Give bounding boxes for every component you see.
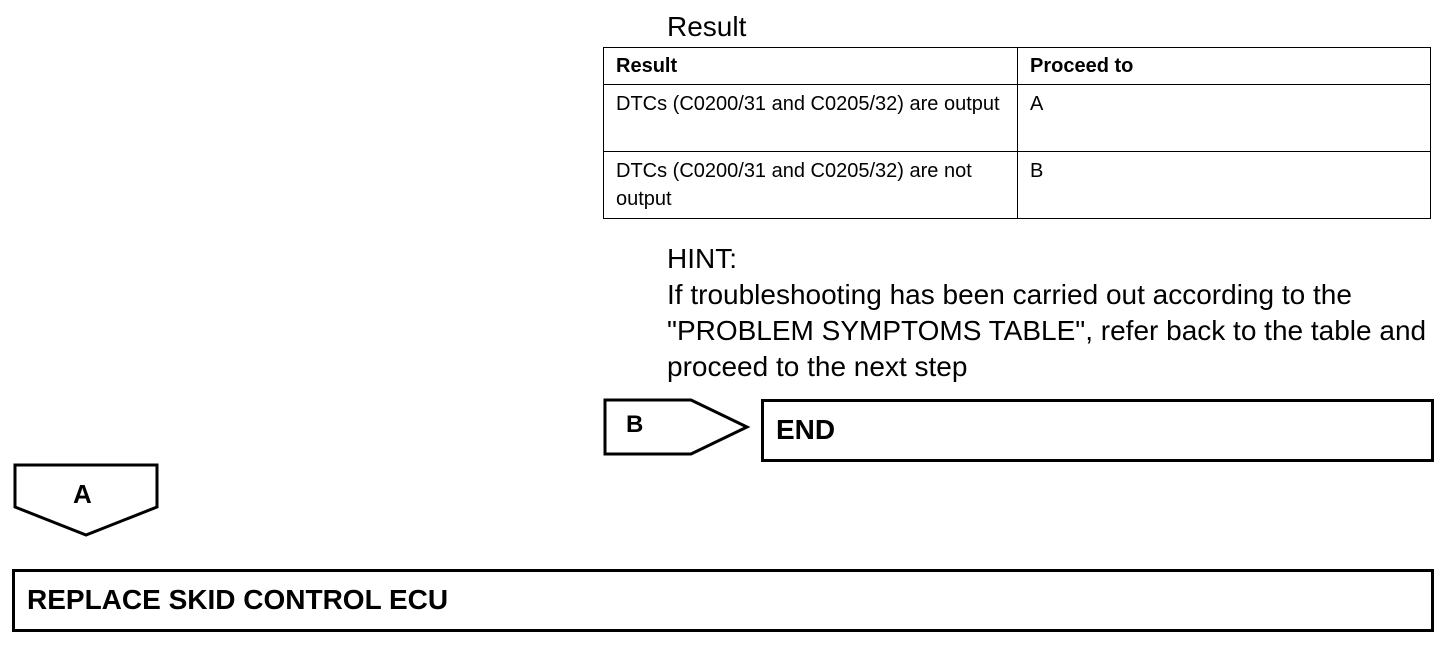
result-cell: DTCs (C0200/31 and C0205/32) are output (604, 85, 1018, 152)
column-header-proceed-to: Proceed to (1018, 48, 1431, 85)
replace-step-label: REPLACE SKID CONTROL ECU (27, 584, 449, 615)
hint-text: If troubleshooting has been carried out according to the "PROBLEM SYMPTOMS TABLE", refer back to the table and proceed to the next step (667, 279, 1427, 382)
proceed-to-cell: B (1018, 152, 1431, 219)
end-box (761, 399, 1434, 462)
proceed-to-cell: A (1018, 85, 1431, 152)
table-row (604, 85, 1431, 152)
hint-label: HINT: (667, 243, 737, 274)
result-table (603, 47, 1431, 219)
branch-a-label: A (73, 479, 92, 509)
column-header-result: Result (604, 48, 1018, 85)
hint-block (667, 241, 1447, 385)
table-header-row (604, 48, 1431, 85)
branch-b-label: B (626, 411, 644, 438)
replace-step-box (12, 569, 1434, 632)
result-cell: DTCs (C0200/31 and C0205/32) are not output (604, 152, 1018, 219)
table-row (604, 152, 1431, 219)
end-label: END (776, 414, 836, 445)
result-heading: Result (667, 11, 747, 42)
